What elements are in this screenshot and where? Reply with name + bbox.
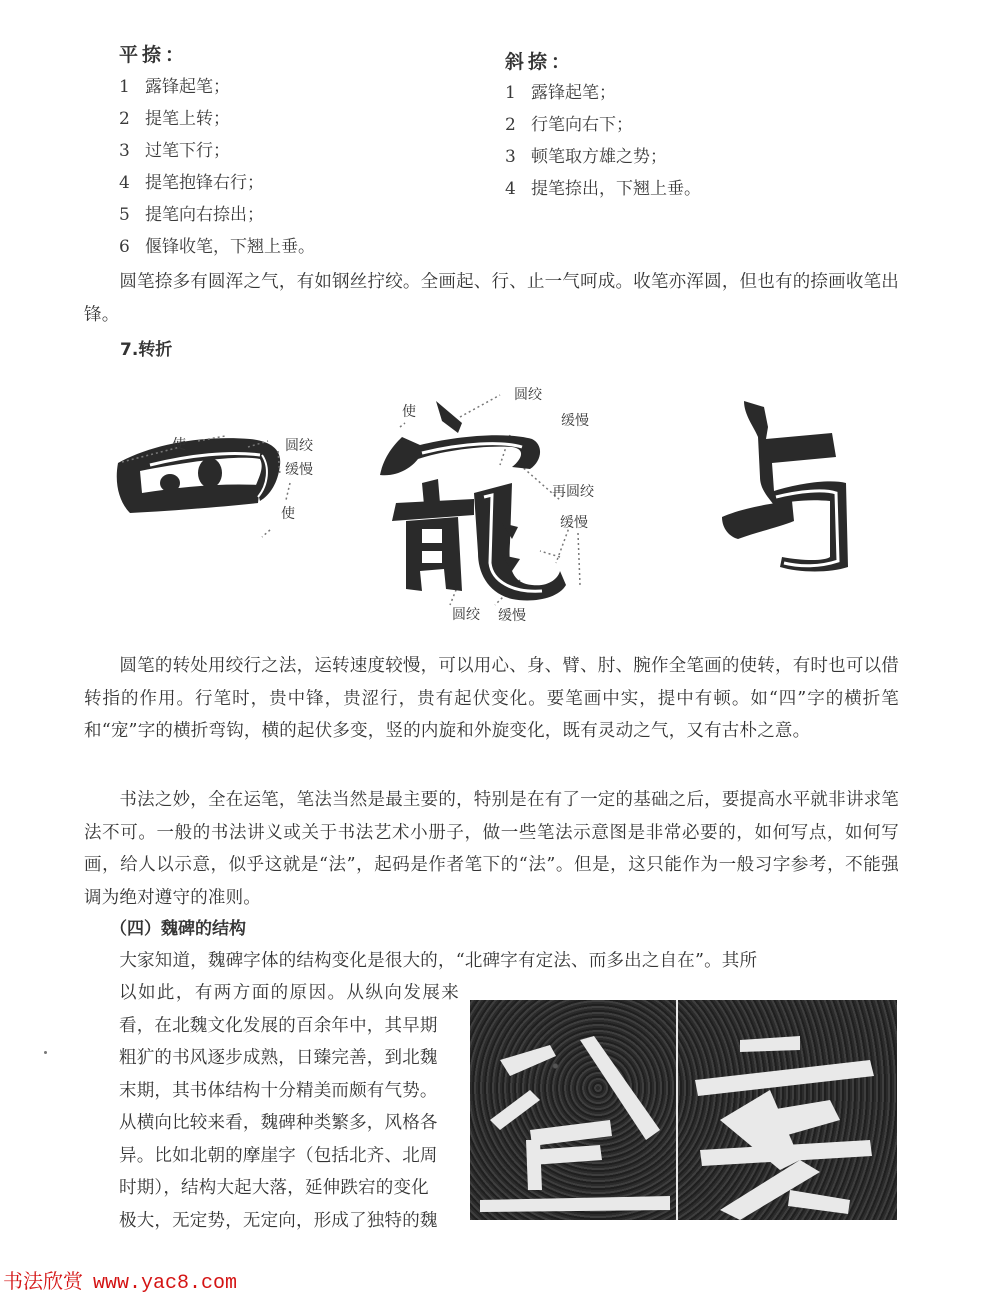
section-heading-weibei-structure: （四）魏碑的结构 [110, 919, 246, 939]
section-heading-zhuanzhe: 7.转折 [120, 340, 173, 360]
annotation-label: 再圆绞 [552, 484, 594, 500]
annotation-label: 圆绞 [285, 438, 313, 454]
text-line: 末期，其书体结构十分精美而颇有气势。 [119, 1080, 438, 1101]
annotation-label: 圆绞 [514, 387, 542, 403]
pingpie-list [119, 72, 315, 264]
margin-dot [44, 1051, 47, 1054]
paragraph-bifa: 书法之妙，全在运笔，笔法当然是最主要的，特别是在有了一定的基础之后，要提高水平就非讲求笔法不可。一般的书法讲义或关于书法艺术小册子，做一些笔法示意图是非常必要的，如何写点，如何写画，给人以示意，似乎这就是“法”，起码是作者笔下的“法”。但是，这只能作为一般习字参考，不能强调为绝对遵守的准则。 [84, 790, 899, 908]
list-item: 3 过笔下行； [119, 141, 230, 161]
list-item: 4 提笔抱锋右行； [119, 173, 264, 193]
stele-rubbing-image [470, 1000, 897, 1220]
list-item: 2 行笔向右下； [505, 115, 633, 135]
text-line: 粗犷的书风逐步成熟，日臻完善，到北魏 [119, 1048, 438, 1068]
image-divider [676, 1000, 678, 1220]
xiepie-list [505, 78, 701, 206]
annotation-label: 缓慢 [560, 515, 588, 531]
annotation-label: 使 [172, 437, 186, 453]
list-item: 1 露锋起笔； [119, 77, 230, 97]
text-line: 看，在北魏文化发展的百余年中，其早期 [119, 1015, 438, 1036]
list-item: 4 提笔捺出，下翘上垂。 [505, 179, 701, 199]
paragraph-zhuanzhe: 圆笔的转处用绞行之法，运转速度较慢，可以用心、身、臂、肘、腕作全笔画的使转，有时也可以借转指的作用。行笔时，贵中锋，贵涩行，贵有起伏变化。要笔画中实，提中有顿。如“四”字的横折笔和“宠”字的横折弯钩，横的起伏多变，竖的内旋和外旋变化，既有灵动之气，又有古朴之意。 [84, 656, 899, 741]
text-line: 时期），结构大起大落，延伸跌宕的变化 [119, 1178, 429, 1198]
list-item: 2 提笔上转； [119, 109, 230, 129]
list-item: 3 顿笔取方雄之势； [505, 147, 667, 167]
stroke-diagram-figure [100, 375, 900, 630]
watermark-url[interactable]: www.yac8.com [93, 1272, 238, 1295]
pingpie-title: 平捺： [119, 44, 189, 66]
annotation-label: 使 [281, 506, 295, 522]
text-line: 极大，无定势，无定向，形成了独特的魏 [119, 1210, 438, 1231]
annotation-label: 使 [402, 404, 416, 420]
paragraph-weibei-first-line: 大家知道，魏碑字体的结构变化是很大的，“北碑字有定法、而多出之自在”。其所 [84, 951, 758, 971]
watermark [3, 1265, 237, 1295]
paragraph-round-pie: 圆笔捺多有圆浑之气，有如钢丝拧绞。全画起、行、止一气呵成。收笔亦浑圆，但也有的捺画收笔出锋。 [84, 272, 899, 325]
annotation-label: 圆绞 [452, 607, 480, 623]
annotation-label: 缓慢 [285, 462, 313, 478]
annotation-label: 缓慢 [561, 413, 589, 429]
list-item: 6 偃锋收笔，下翘上垂。 [119, 237, 315, 257]
paragraph-weibei-wrapped [119, 977, 459, 1237]
stele-chars [470, 1000, 897, 1220]
xiepie-title: 斜捺： [505, 51, 575, 73]
text-line: 从横向比较来看，魏碑种类繁多，风格各 [119, 1113, 438, 1133]
list-item: 5 提笔向右捺出； [119, 205, 264, 225]
calligraphy-char-chong [362, 393, 572, 603]
list-item: 1 露锋起笔； [505, 83, 616, 103]
watermark-site-name: 书法欣赏 [3, 1269, 83, 1293]
text-line: 异。比如北朝的摩崖字（包括北齐、北周 [119, 1145, 438, 1166]
text-line: 以如此，有两方面的原因。从纵向发展来 [119, 983, 459, 1003]
calligraphy-char-yu [720, 397, 860, 577]
annotation-label: 缓慢 [498, 608, 526, 624]
